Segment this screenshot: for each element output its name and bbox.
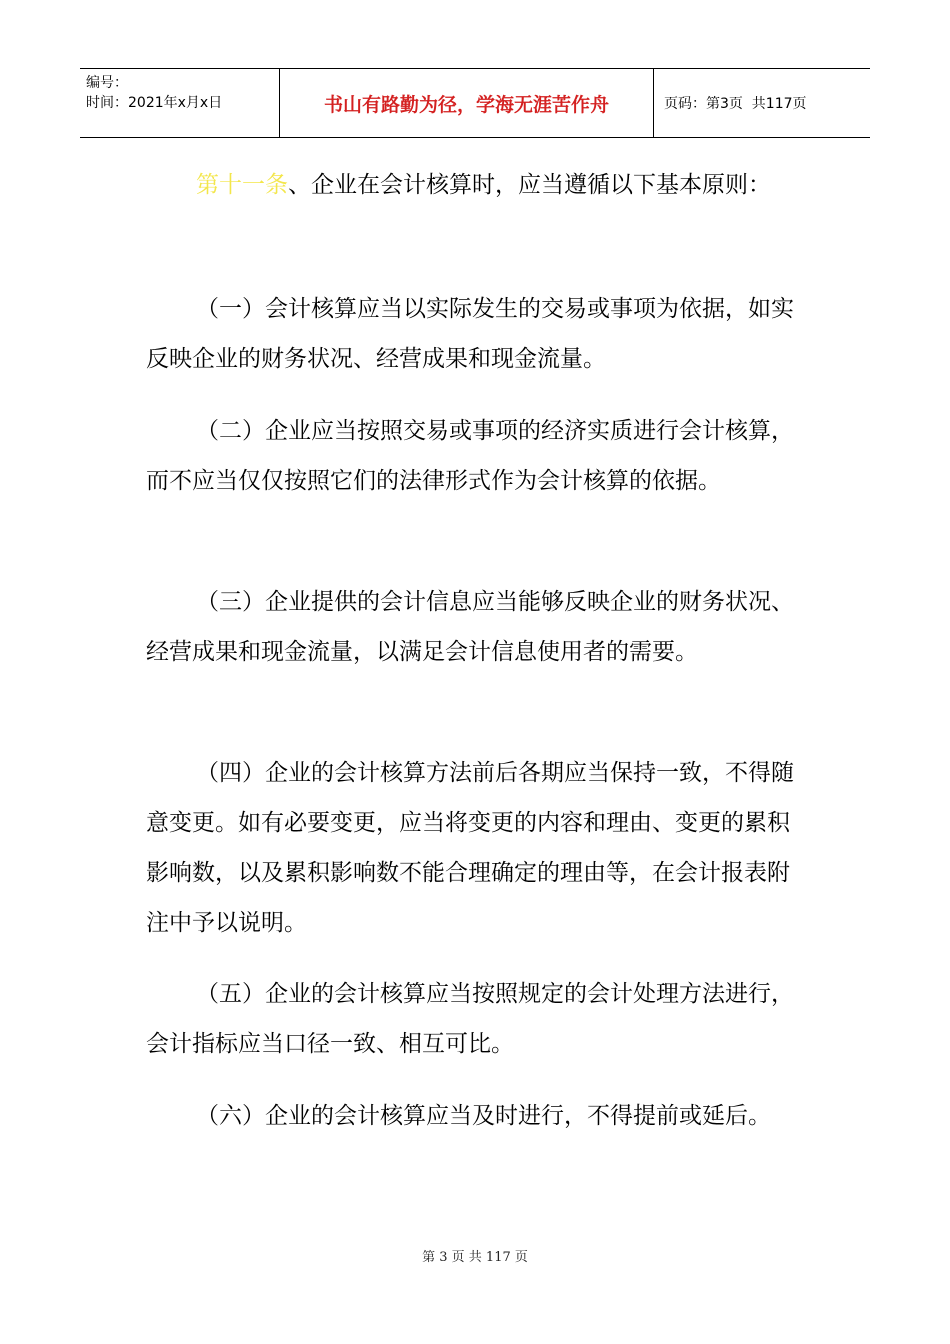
header-table — [80, 68, 870, 138]
principle-item: （一）会计核算应当以实际发生的交易或事项为依据，如实反映企业的财务状况、经营成果和现金流量。 — [146, 296, 794, 372]
motto: 书山有路勤为径，学海无涯苦作舟 — [280, 69, 654, 137]
header-info-cell — [80, 69, 280, 137]
principle-item: （五）企业的会计核算应当按照规定的会计处理方法进行，会计指标应当口径一致、相互可比。 — [146, 981, 794, 1057]
date-label: 时间：2021年x月x日 — [86, 95, 223, 111]
page-label: 页码：第3页 共117页 — [664, 96, 807, 112]
page-footer: 第 3 页 共 117 页 — [422, 1250, 528, 1265]
header-page-cell — [654, 69, 870, 137]
principle-item: （四）企业的会计核算方法前后各期应当保持一致，不得随意变更。如有必要变更，应当将变更的内容和理由、变更的累积影响数，以及累积影响数不能合理确定的理由等，在会计报表附注中予以说明。 — [146, 760, 794, 936]
principle-item: （六）企业的会计核算应当及时进行，不得提前或延后。 — [196, 1103, 771, 1129]
article-intro — [146, 160, 796, 210]
article-heading: 第十一条 — [196, 172, 288, 198]
principle-item: （三）企业提供的会计信息应当能够反映企业的财务状况、经营成果和现金流量，以满足会计信息使用者的需要。 — [146, 589, 794, 665]
principle-item: （二）企业应当按照交易或事项的经济实质进行会计核算，而不应当仅仅按照它们的法律形式作为会计核算的依据。 — [146, 418, 794, 494]
number-label: 编号： — [86, 75, 128, 91]
article-intro-text: 、企业在会计核算时，应当遵循以下基本原则： — [288, 172, 771, 198]
